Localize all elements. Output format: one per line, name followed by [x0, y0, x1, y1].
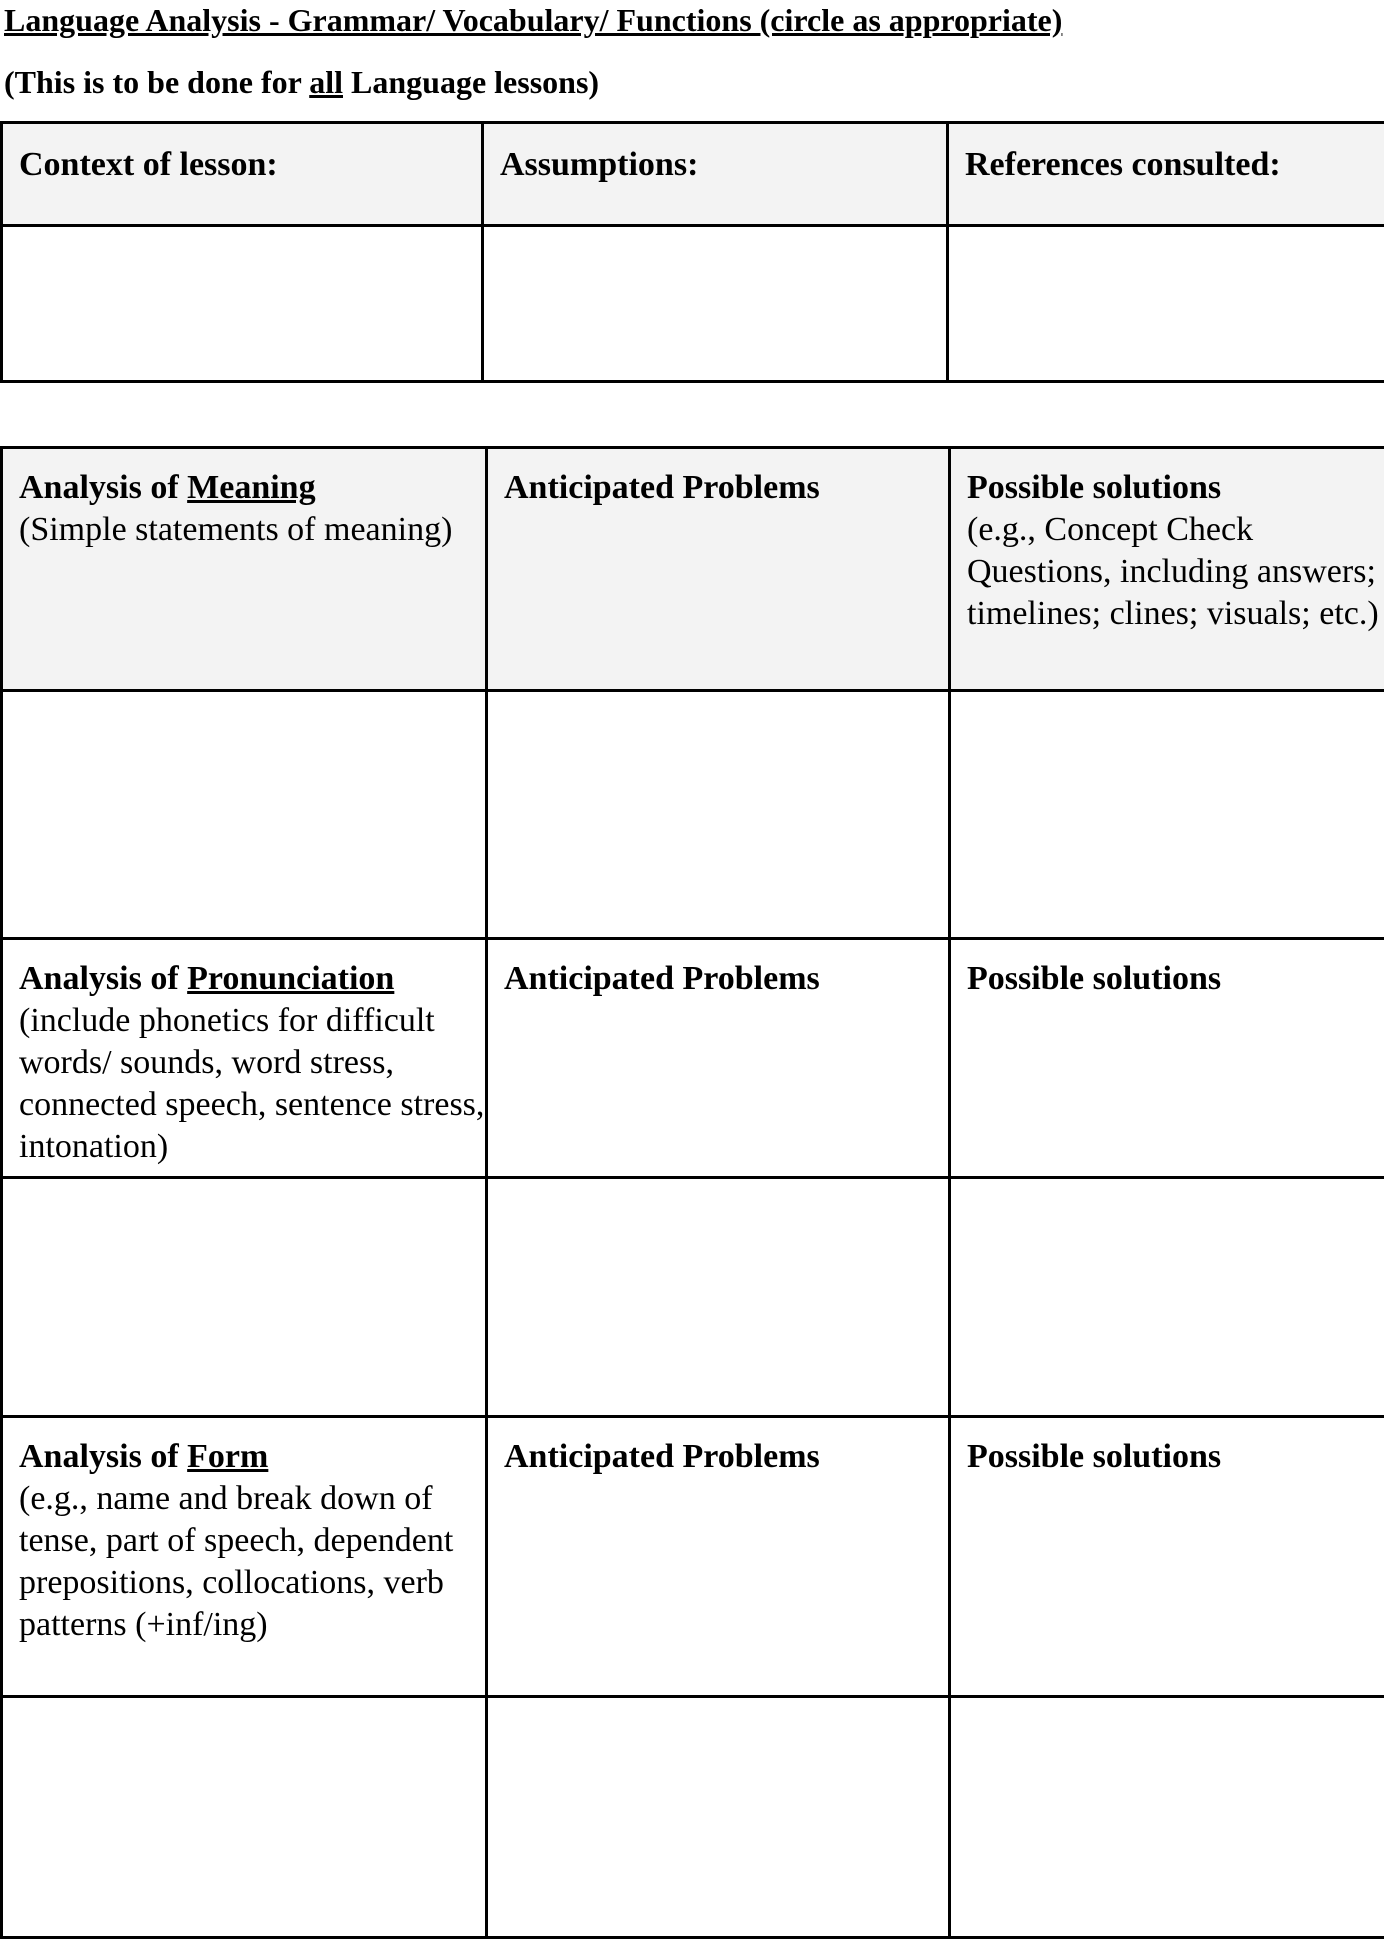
pronunciation-header-row [2, 939, 1384, 1178]
meaning-problems-entry-cell[interactable] [487, 691, 950, 939]
form-label-key: Form [187, 1438, 268, 1475]
form-solutions-title: Possible solutions [951, 1418, 1384, 1478]
subtitle-pre: (This is to be done for [4, 64, 309, 100]
form-desc: (e.g., name and break down of tense, part of speech, dependent prepositions, collocations, verb patterns (+inf/ing) [19, 1480, 453, 1643]
meaning-entry-cell[interactable] [2, 691, 487, 939]
meaning-label-pre: Analysis of [19, 469, 187, 506]
pronunciation-problems-entry-cell[interactable] [487, 1178, 950, 1417]
meaning-solutions-cell [950, 448, 1384, 691]
page-title: Language Analysis - Grammar/ Vocabulary/ Functions (circle as appropriate) [4, 0, 1062, 40]
meaning-solutions-title: Possible solutions [967, 469, 1221, 506]
page-subtitle [4, 62, 599, 102]
meaning-header-row [2, 448, 1384, 691]
form-problems-entry-cell[interactable] [487, 1697, 950, 1938]
pronunciation-solutions-title: Possible solutions [951, 940, 1384, 1000]
form-solutions-cell [950, 1417, 1384, 1697]
subtitle-post: Language lessons) [343, 64, 599, 100]
meaning-desc: (Simple statements of meaning) [19, 511, 452, 548]
assumptions-header-cell [483, 123, 948, 226]
meaning-entry-row [2, 691, 1384, 939]
meaning-problems-label: Anticipated Problems [488, 449, 948, 509]
references-entry-cell[interactable] [948, 226, 1384, 382]
context-table [0, 121, 1384, 383]
meaning-label-key: Meaning [187, 469, 315, 506]
form-problems-cell [487, 1417, 950, 1697]
references-header-cell [948, 123, 1384, 226]
form-header-row [2, 1417, 1384, 1697]
meaning-solutions-text [951, 449, 1384, 635]
assumptions-label: Assumptions: [484, 124, 946, 186]
form-label-pre: Analysis of [19, 1438, 187, 1475]
pronunciation-label-key: Pronunciation [187, 960, 394, 997]
subtitle-emphasis: all [309, 64, 343, 100]
assumptions-entry-cell[interactable] [483, 226, 948, 382]
form-entry-row [2, 1697, 1384, 1938]
pronunciation-analysis-text [3, 940, 485, 1168]
form-solutions-entry-cell[interactable] [950, 1697, 1384, 1938]
pronunciation-analysis-cell [2, 939, 487, 1178]
analysis-table [0, 446, 1384, 1939]
context-entry-row [2, 226, 1384, 382]
context-header-cell [2, 123, 483, 226]
references-consulted-label: References consulted: [949, 124, 1384, 186]
form-problems-label: Anticipated Problems [488, 1418, 948, 1478]
form-analysis-text [3, 1418, 485, 1646]
form-entry-cell[interactable] [2, 1697, 487, 1938]
context-header-row [2, 123, 1384, 226]
pronunciation-solutions-cell [950, 939, 1384, 1178]
meaning-solutions-entry-cell[interactable] [950, 691, 1384, 939]
meaning-solutions-desc: (e.g., Concept Check Questions, including answers; timelines; clines; visuals; etc.) [967, 511, 1379, 632]
pronunciation-label-pre: Analysis of [19, 960, 187, 997]
meaning-problems-cell [487, 448, 950, 691]
pronunciation-solutions-entry-cell[interactable] [950, 1178, 1384, 1417]
context-of-lesson-label: Context of lesson: [3, 124, 481, 186]
pronunciation-problems-label: Anticipated Problems [488, 940, 948, 1000]
pronunciation-desc: (include phonetics for difficult words/ sounds, word stress, connected speech, sentence stress, intonation) [19, 1002, 484, 1165]
meaning-analysis-text [3, 449, 485, 551]
form-analysis-cell [2, 1417, 487, 1697]
meaning-analysis-cell [2, 448, 487, 691]
pronunciation-entry-row [2, 1178, 1384, 1417]
context-entry-cell[interactable] [2, 226, 483, 382]
pronunciation-entry-cell[interactable] [2, 1178, 487, 1417]
pronunciation-problems-cell [487, 939, 950, 1178]
